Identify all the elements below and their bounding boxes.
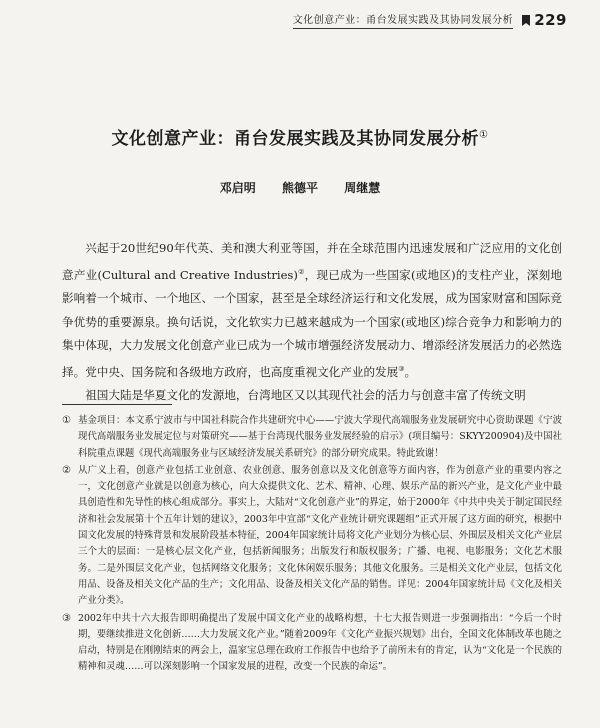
body-text (62, 237, 562, 408)
author-list (0, 179, 600, 196)
footnote-text: 从广义上看，创意产业包括工业创意、农业创意、服务创意以及文化创意等方面内容，作为创意产业的重要内容之一，文化创意产业就是以创意为核心，向大众提供文化、艺术、精神、心理、娱乐产品的新兴产业，是文化产业中最具创造性和先导性的核心组成部分。事实上，大陆对“文化创意产业”的界定，始于2000年《中共中央关于制定国民经济和社会发展第十个五年计划的建议》，2003年中宣部“文化产业统计研究课题组”正式开展了这方面的研究，根据中国文化发展的特殊背景和发展阶段基本特征，2004年国家统计局将文化产业划分为核心层、外围层及相关文化产业层三个大的层面：一是核心层文化产业，包括新闻服务；出版发行和版权服务；广播、电视、电影服务；文化艺术服务。二是外围层文化产业，包括网络文化服务；文化休闲娱乐服务；其他文化服务。三是相关文化产业层，包括文化用品、设备及相关文化产品的生产；文化用品、设备及相关文化产品的销售。详见：2004年国家统计局《文化及相关产业分类》。 (78, 464, 562, 607)
footnote-mark: ① (62, 415, 71, 426)
footnote-ref: ③ (398, 364, 405, 373)
page-number (521, 11, 567, 29)
body-paragraph (62, 237, 562, 384)
footnote-ref: ② (297, 267, 305, 276)
paragraph-text: 。 (404, 364, 417, 379)
footnote (62, 413, 562, 462)
running-head (293, 11, 567, 29)
footnote (62, 611, 562, 676)
footnote-mark: ② (62, 464, 71, 476)
paragraph-text: 兴起于20世纪90年代英、美和澳大利亚等国，并在全球范围内迅速发展和广泛应用的文化创意产业(Cultural and Creative Industries) (62, 241, 562, 282)
footnote-text: 基金项目：本文系宁波市与中国社科院合作共建研究中心——宁波大学现代高端服务业发展研究中心资助课题《宁波现代高端服务业发展定位与对策研究——基于台湾现代服务业发展经验的启示》(项目编号：SKYY200904)及中国社科院重点课题《现代高端服务业与区域经济发展关系研究》的部分研究成果。特此致谢！ (78, 415, 562, 459)
author-name: 周继慧 (344, 181, 381, 195)
footnote-divider (62, 404, 172, 405)
bookmark-icon (521, 14, 531, 27)
page-number-value: 229 (534, 11, 567, 29)
title-footnote-ref: ① (479, 129, 489, 141)
running-head-title: 文化创意产业：甬台发展实践及其协同发展分析 (293, 11, 514, 29)
footnote (62, 463, 562, 610)
footnotes (62, 413, 562, 677)
author-name: 邓启明 (219, 181, 256, 195)
footnote-mark: ③ (62, 612, 71, 624)
article-title (0, 124, 600, 149)
article-title-text: 文化创意产业：甬台发展实践及其协同发展分析 (111, 129, 480, 149)
author-name: 熊德平 (281, 181, 318, 195)
footnote-text: 2002年中共十六大报告即明确提出了发展中国文化产业的战略构想，十七大报告则进一步强调指出：“今后一个时期，要继续推进文化创新……大力发展文化产业。”随着2009年《文化产业振兴规划》出台，全国文化体制改革也随之启动，特别是在刚刚结束的两会上，温家宝总理在政府工作报告中也给予了前所未有的肯定，认为“文化是一个民族的精神和灵魂……可以深刻影响一个国家发展的进程，改变一个民族的命运”。 (78, 612, 562, 673)
paragraph-text: ，现已成为一些国家(或地区)的支柱产业，深刻地影响着一个城市、一个地区、一个国家，甚至是全球经济运行和文化发展，成为国家财富和国际竞争优势的重要源泉。换句话说，文化软实力已越来越成为一个国家(或地区)综合竞争力和影响力的集中体现，大力发展文化创意产业已成为一个城市增强经济发展动力、增添经济发展活力的必然选择。党中央、国务院和各级地方政府，也高度重视文化产业的发展 (62, 267, 562, 379)
body-paragraph: 祖国大陆是华夏文化的发源地，台湾地区又以其现代社会的活力与创意丰富了传统文明 (85, 388, 526, 403)
